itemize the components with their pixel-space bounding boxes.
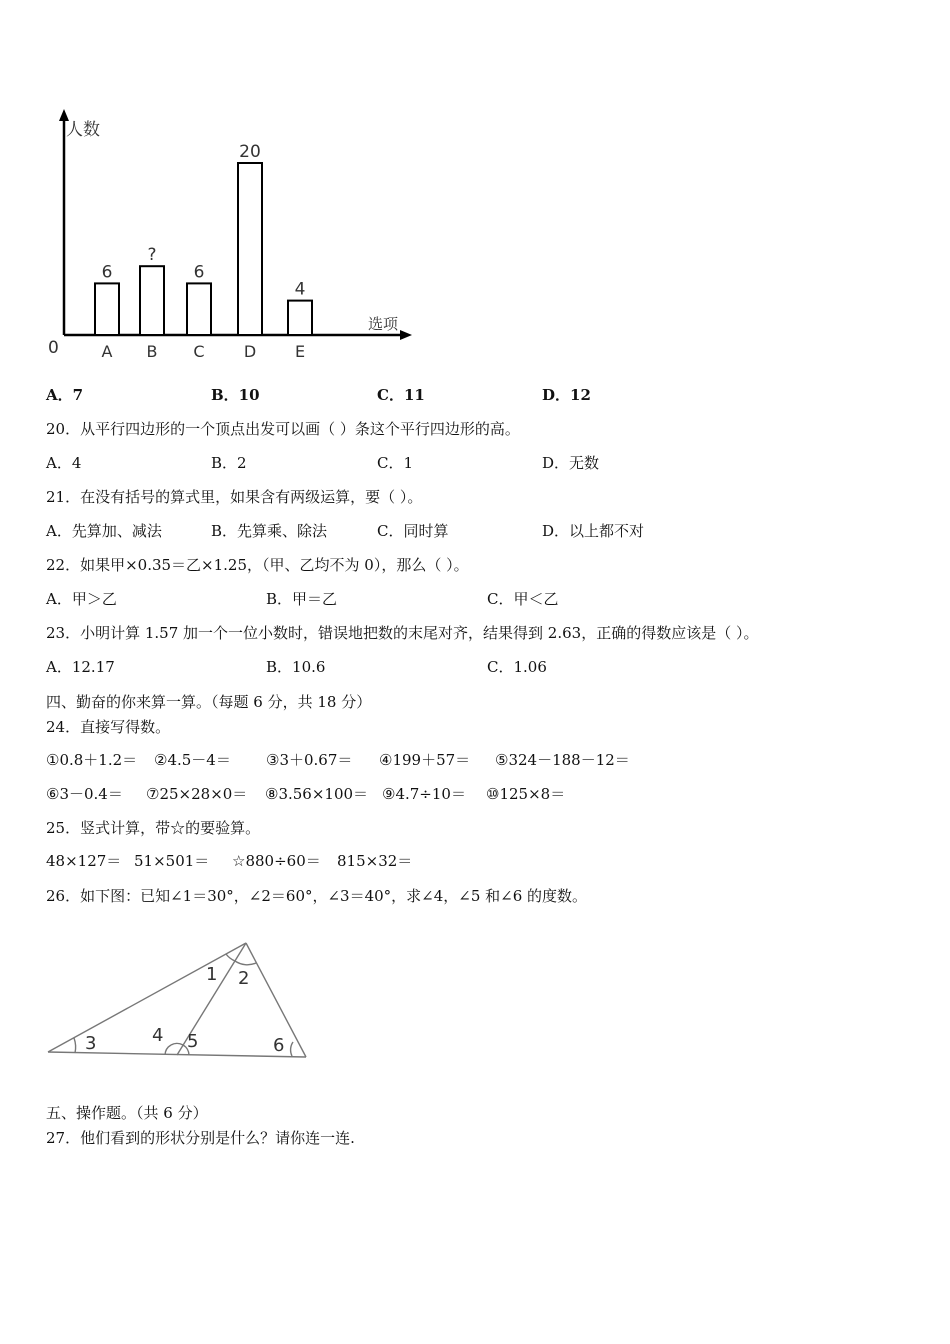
bar-d — [238, 163, 262, 335]
q20-option-c[interactable]: C．1 — [377, 454, 414, 472]
q24-item-10: ⑩125×8＝ — [486, 785, 566, 803]
bar-value-label-a: 6 — [101, 262, 113, 283]
q20-option-a[interactable]: A．4 — [46, 454, 82, 472]
angle-label-4: 4 — [152, 1025, 164, 1046]
x-tick-label-c: C — [193, 342, 205, 361]
bar-value-label-c: 6 — [193, 262, 205, 283]
q20-option-d[interactable]: D．无数 — [542, 454, 600, 472]
angle-label-1: 1 — [206, 964, 218, 985]
q20-stem: 20．从平行四边形的一个顶点出发可以画（ ）条这个平行四边形的高。 — [46, 420, 520, 438]
q23-option-a[interactable]: A．12.17 — [46, 658, 115, 676]
q26-stem: 26．如下图：已知∠1＝30°，∠2＝60°，∠3＝40°，求∠4，∠5 和∠6 的度数。 — [46, 887, 588, 905]
angle-label-3: 3 — [85, 1033, 97, 1054]
q25-item-2: 51×501＝ — [134, 852, 210, 870]
q27-stem: 27．他们看到的形状分别是什么？请你连一连. — [46, 1129, 355, 1147]
q19-option-c[interactable]: C．11 — [377, 386, 425, 404]
q24-item-4: ④199＋57＝ — [379, 751, 471, 769]
x-tick-label-a: A — [101, 342, 113, 361]
bar-chart — [40, 105, 420, 365]
q21-option-a[interactable]: A．先算加、减法 — [46, 522, 162, 540]
bar-value-label-d: 20 — [239, 142, 261, 162]
q21-option-d[interactable]: D．以上都不对 — [542, 522, 645, 540]
bar-a — [95, 283, 119, 335]
x-tick-label-b: B — [146, 342, 158, 361]
q24-item-3: ③3＋0.67＝ — [266, 751, 353, 769]
angle-label-6: 6 — [273, 1035, 285, 1056]
x-axis-arrow — [400, 330, 412, 340]
bar-value-label-b: ? — [147, 245, 157, 266]
x-tick-label-d: D — [243, 342, 257, 361]
q24-stem: 24．直接写得数。 — [46, 718, 171, 736]
q25-item-4: 815×32＝ — [337, 852, 413, 870]
q23-stem: 23．小明计算 1.57 加一个一位小数时，错误地把数的末尾对齐，结果得到 2.63，正确的得数应该是（ ）。 — [46, 624, 759, 642]
q24-item-9: ⑨4.7÷10＝ — [382, 785, 466, 803]
x-tick-label-e: E — [294, 342, 306, 361]
q21-option-b[interactable]: B．先算乘、除法 — [211, 522, 328, 540]
angle-label-5: 5 — [187, 1031, 199, 1052]
angle-label-2: 2 — [238, 968, 250, 989]
bar-b — [140, 266, 164, 335]
q19-option-d[interactable]: D．12 — [542, 386, 591, 404]
q22-option-a[interactable]: A．甲＞乙 — [46, 590, 117, 608]
q25-item-3: ☆880÷60＝ — [232, 852, 321, 870]
q25-stem: 25．竖式计算，带☆的要验算。 — [46, 819, 261, 837]
section-5-heading: 五、操作题。（共 6 分） — [46, 1104, 208, 1122]
q19-option-a[interactable]: A．7 — [46, 386, 84, 404]
q23-option-c[interactable]: C．1.06 — [487, 658, 547, 676]
origin-label: 0 — [48, 338, 59, 358]
q22-option-b[interactable]: B．甲＝乙 — [266, 590, 338, 608]
q24-item-2: ②4.5－4＝ — [154, 751, 231, 769]
q24-item-6: ⑥3－0.4＝ — [46, 785, 123, 803]
q21-stem: 21．在没有括号的算式里，如果含有两级运算，要（ ）。 — [46, 488, 423, 506]
q23-option-b[interactable]: B．10.6 — [266, 658, 326, 676]
q24-item-5: ⑤324－188－12＝ — [495, 751, 630, 769]
section-4-heading: 四、勤奋的你来算一算。（每题 6 分，共 18 分） — [46, 693, 372, 711]
triangle-figure — [40, 935, 320, 1065]
bar-c — [187, 283, 211, 335]
q21-option-c[interactable]: C．同时算 — [377, 522, 449, 540]
q24-item-8: ⑧3.56×100＝ — [265, 785, 369, 803]
q24-item-1: ①0.8＋1.2＝ — [46, 751, 138, 769]
q22-option-c[interactable]: C．甲＜乙 — [487, 590, 559, 608]
x-axis-label: 选项 — [368, 315, 399, 333]
bar-value-label-e: 4 — [294, 279, 306, 300]
q25-item-1: 48×127＝ — [46, 852, 122, 870]
q22-stem: 22．如果甲×0.35＝乙×1.25，（甲、乙均不为 0），那么（ ）。 — [46, 556, 469, 574]
bar-e — [288, 301, 312, 335]
q19-option-b[interactable]: B．10 — [211, 386, 260, 404]
y-axis-label: 人数 — [66, 120, 100, 140]
q20-option-b[interactable]: B．2 — [211, 454, 247, 472]
q24-item-7: ⑦25×28×0＝ — [146, 785, 248, 803]
